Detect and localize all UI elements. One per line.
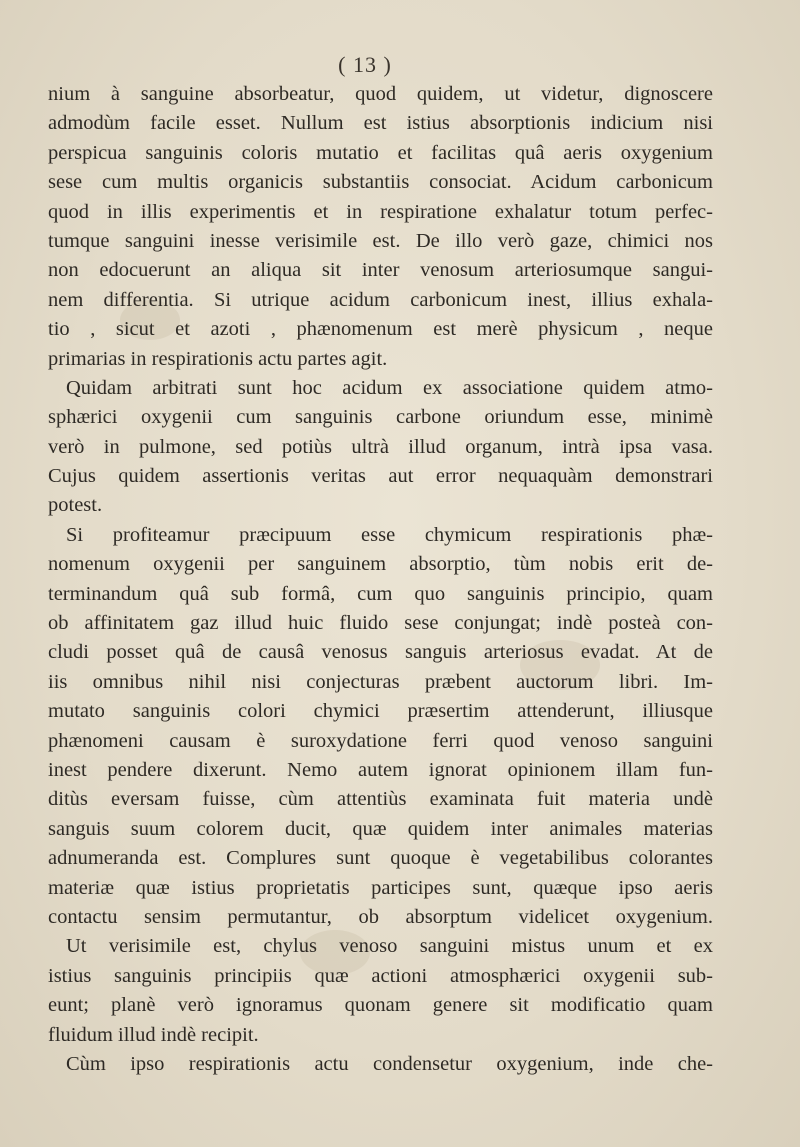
text-line: istius sanguinis principiis quæ actioni atmosphærici oxygenii sub- [48,964,713,987]
body-text [48,80,713,1079]
text-line: Si profiteamur præcipuum esse chymicum respirationis phæ- [66,523,713,546]
text-line: ob affinitatem gaz illud huic fluido sese conjungat; indè posteà con- [48,612,713,635]
text-line: Cùm ipso respirationis actu condensetur oxygenium, inde che- [66,1052,713,1075]
text-line: iis omnibus nihil nisi conjecturas præbent auctorum libri. Im- [48,670,713,693]
text-line: quod in illis experimentis et in respiratione exhalatur totum perfec- [48,200,713,223]
page-number: ( 13 ) [338,52,392,77]
text-line: nium à sanguine absorbeatur, quod quidem, ut videtur, dignoscere [48,83,713,105]
text-line: perspicua sanguinis coloris mutatio et facilitas quâ aeris oxygenium [48,141,713,164]
text-line: eunt; planè verò ignoramus quonam genere sit modificatio quam [48,994,713,1017]
text-line: potest. [48,494,103,517]
text-line: phænomeni causam è suroxydatione ferri quod venoso sanguini [48,729,713,752]
text-line: Ut verisimile est, chylus venoso sanguini mistus unum et ex [66,935,713,958]
text-line: terminandum quâ sub formâ, cum quo sanguinis principio, quam [48,582,713,605]
text-line: sanguis suum colorem ducit, quæ quidem inter animales materias [48,817,713,840]
text-line: nem differentia. Si utrique acidum carbonicum inest, illius exhala- [48,288,713,311]
text-line: primarias in respirationis actu partes agit. [48,347,388,370]
text-line: tio , sicut et azoti , phænomenum est merè physicum , neque [48,318,713,341]
text-line: tumque sanguini inesse verisimile est. De illo verò gaze, chimici nos [48,229,713,252]
text-line: ditùs eversam fuisse, cùm attentiùs examinata fuit materia undè [48,788,713,811]
text-line: admodùm facile esset. Nullum est istius absorptionis indicium nisi [48,112,713,135]
text-line: adnumeranda est. Complures sunt quoque è vegetabilibus colorantes [48,847,713,870]
text-line: mutato sanguinis colori chymici præsertim attenderunt, illiusque [48,700,713,723]
text-line: Quidam arbitrati sunt hoc acidum ex associatione quidem atmo- [66,376,713,399]
text-line: non edocuerunt an aliqua sit inter venosum arteriosumque sangui- [48,259,713,282]
text-line: fluidum illud indè recipit. [48,1023,259,1046]
text-line: cludi posset quâ de causâ venosus sanguis arteriosus evadat. At de [48,641,713,664]
text-line: inest pendere dixerunt. Nemo autem ignorat opinionem illam fun- [48,758,713,781]
text-line: sphærici oxygenii cum sanguinis carbone oriundum esse, minimè [48,406,713,429]
text-line: sese cum multis organicis substantiis consociat. Acidum carbonicum [48,171,713,194]
text-line: verò in pulmone, sed potiùs ultrà illud organum, intrà ipsa vasa. [48,435,713,458]
text-line: materiæ quæ istius proprietatis participes sunt, quæque ipso aeris [48,876,713,899]
text-line: Cujus quidem assertionis veritas aut error nequaquàm demonstrari [48,465,713,488]
text-line: nomenum oxygenii per sanguinem absorptio, tùm nobis erit de- [48,553,713,576]
text-line: contactu sensim permutantur, ob absorptum videlicet oxygenium. [48,905,713,928]
